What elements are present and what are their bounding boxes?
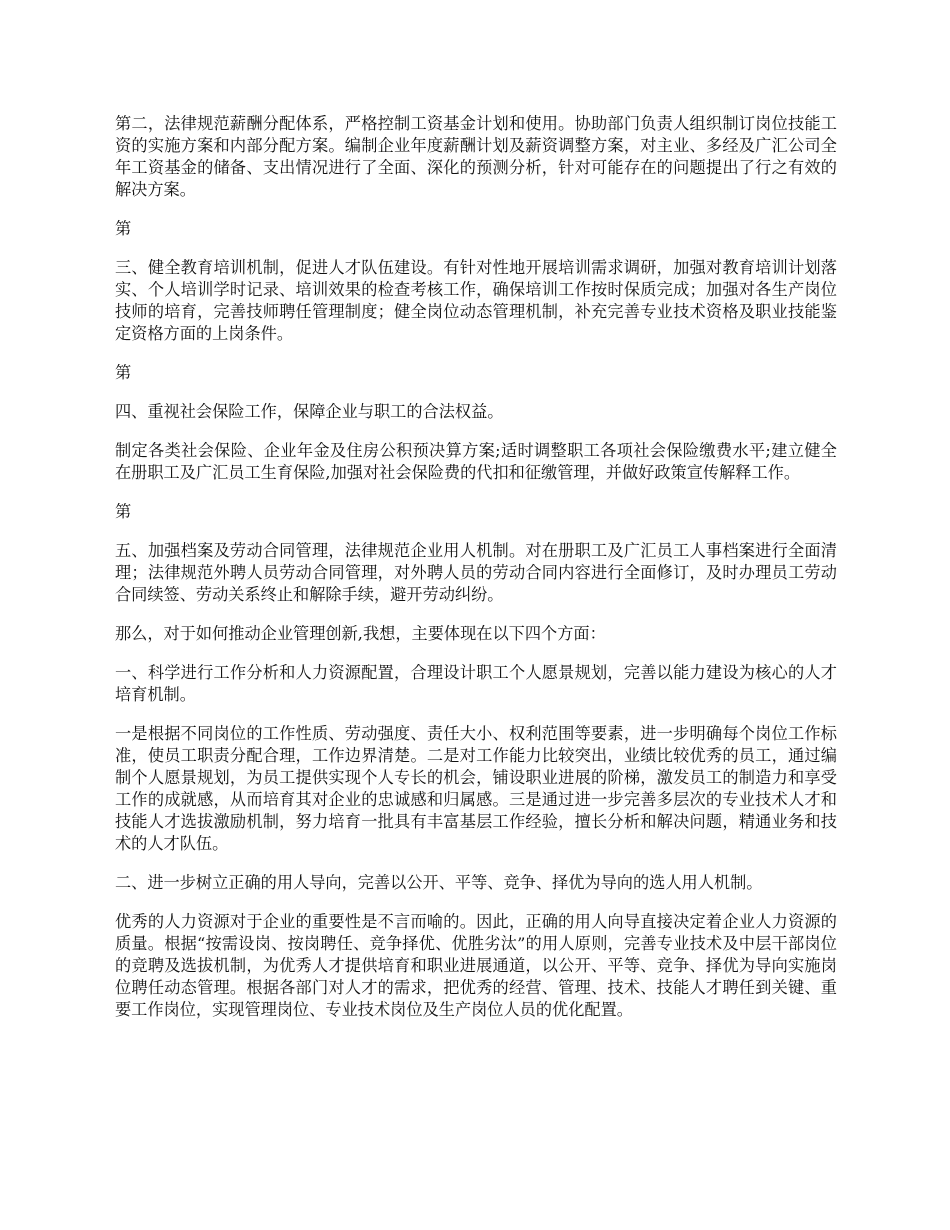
paragraph-employment-orientation-detail: 优秀的人力资源对于企业的重要性是不言而喻的。因此，正确的用人向导直接决定着企业人力资源的质量。根据“按需设岗、按岗聘任、竞争择优、优胜劣汰”的用人原则，完善专业技术及中层干部岗位的竞聘及选拔机制，为优秀人才提供培育和职业进展通道，以公开、平等、竞争、择优为导向实施岗位聘任动态管理。根据各部门对人才的需求，把优秀的经营、管理、技术、技能人才聘任到关键、重要工作岗位，实现管理岗位、专业技术岗位及生产岗位人员的优化配置。: [115, 912, 837, 1019]
paragraph-ordinal-fragment: 第: [115, 502, 132, 521]
paragraph-employment-orientation-heading: 二、进一步树立正确的用人导向，完善以公开、平等、竞争、择优为导向的选人用人机制。: [115, 873, 763, 892]
paragraph-training-mechanism: 三、健全教育培训机制，促进人才队伍建设。有针对性地开展培训需求调研，加强对教育培训计划落实、个人培训学时记录、培训效果的检查考核工作，确保培训工作按时保质完成；加强对各生产岗位技师的培育，完善技师聘任管理制度；健全岗位动态管理机制，补充完善专业技术资格及职业技能鉴定资格方面的上岗条件。: [115, 258, 837, 343]
paragraph-social-insurance-detail: 制定各类社会保险、企业年金及住房公积预决算方案;适时调整职工各项社会保险缴费水平;建立健全在册职工及广汇员工生育保险,加强对社会保险费的代扣和征缴管理，并做好政策宣传解释工作。: [115, 441, 837, 482]
paragraph-ordinal-fragment: 第: [115, 363, 132, 382]
paragraph-labor-contract: 五、加强档案及劳动合同管理，法律规范企业用人机制。对在册职工及广汇员工人事档案进行全面清理；法律规范外聘人员劳动合同管理，对外聘人员的劳动合同内容进行全面修订，及时办理员工劳动合同续签、劳动关系终止和解除手续，避开劳动纠纷。: [115, 541, 837, 604]
paragraph-salary-system: 第二，法律规范薪酬分配体系，严格控制工资基金计划和使用。协助部门负责人组织制订岗位技能工资的实施方案和内部分配方案。编制企业年度薪酬计划及薪资调整方案，对主业、多经及广汇公司全年工资基金的储备、支出情况进行了全面、深化的预测分析，针对可能存在的问题提出了行之有效的解决方案。: [115, 114, 837, 199]
paragraph-social-insurance-heading: 四、重视社会保险工作，保障企业与职工的合法权益。: [115, 402, 504, 421]
paragraph-job-analysis-detail: 一是根据不同岗位的工作性质、劳动强度、责任大小、权利范围等要素，进一步明确每个岗位工作标准，使员工职责分配合理，工作边界清楚。二是对工作能力比较突出，业绩比较优秀的员工，通过编制个人愿景规划，为员工提供实现个人专长的机会，铺设职业进展的阶梯，激发员工的制造力和享受工作的成就感，从而培育其对企业的忠诚感和归属感。三是通过进一步完善多层次的专业技术人才和技能人才选拔激励机制，努力培育一批具有丰富基层工作经验，擅长分析和解决问题，精通业务和技术的人才队伍。: [115, 724, 837, 853]
document-body: [115, 113, 837, 1038]
paragraph-innovation-intro: 那么，对于如何推动企业管理创新,我想，主要体现在以下四个方面：: [115, 624, 606, 643]
paragraph-job-analysis-heading: 一、科学进行工作分析和人力资源配置，合理设计职工个人愿景规划，完善以能力建设为核心的人才培育机制。: [115, 663, 837, 704]
paragraph-ordinal-fragment: 第: [115, 219, 132, 238]
